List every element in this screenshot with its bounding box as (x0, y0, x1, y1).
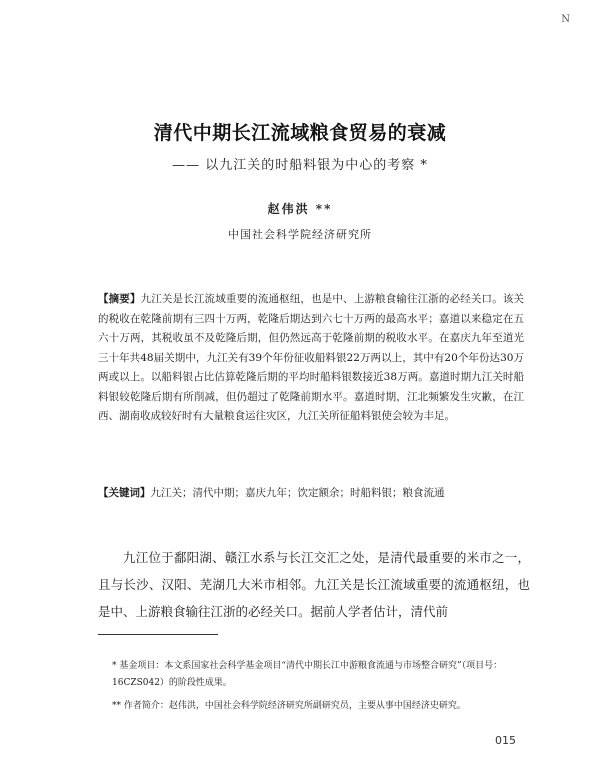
author-name: 赵伟洪 ** (267, 202, 333, 216)
footnote-author-bio: ** 作者简介：赵伟洪，中国社会科学院经济研究所副研究员，主要从事中国经济史研究。 (112, 701, 466, 711)
page-number: 015 (495, 734, 516, 747)
footnotes (112, 658, 532, 715)
keywords-label: 【关键词】 (98, 487, 151, 499)
abstract-label: 【摘要】 (98, 293, 141, 305)
corner-mark: N (561, 14, 570, 25)
abstract (98, 290, 524, 427)
paper-title: 清代中期长江流域粮食贸易的衰减 (153, 122, 447, 144)
body-paragraph: 九江位于鄱阳湖、赣江水系与长江交汇之处，是清代最重要的米市之一，且与长沙、汉阳、芜湖几大米市相邻。九江关是长江流域重要的流通枢纽，也是中、上游粮食输往江浙的必经关口。据前人学者估计，清代前 (98, 550, 530, 619)
footnote-funding: * 基金项目：本文系国家社会科学基金项目“清代中期长江中游粮食流通与市场整合研究”（项目号：16CZS042）的阶段性成果。 (112, 661, 503, 688)
abstract-text: 九江关是长江流域重要的流通枢纽，也是中、上游粮食输往江浙的必经关口。该关的税收在乾隆前期有三四十万两，乾隆后期达到六七十万两的最高水平；嘉道以来稳定在五六十万两，其税收虽不及乾隆后期，但仍然远高于乾隆前期的税收水平。在嘉庆九年至道光三十年共48届关期中，九江关有39个年份征收船料银22万两以上，其中有20个年份达30万两或以上。以船料银占比估算乾隆后期的平均时船料银数接近38万两。嘉道时期九江关时船料银较乾隆后期有所削减，但仍超过了乾隆前期水平。嘉道时期，江北频繁发生灾歉，在江西、湖南收成较好时有大量粮食运往灾区，九江关所征船料银使会较为丰足。 (98, 293, 525, 422)
footnote-divider (98, 634, 218, 635)
keywords (98, 484, 524, 502)
keywords-text: 九江关；清代中期；嘉庆九年；饮定额余；时船料银；粮食流通 (150, 487, 445, 499)
author-affiliation: 中国社会科学院经济研究所 (228, 228, 372, 241)
paper-subtitle: —— 以九江关的时船料银为中心的考察 * (172, 158, 428, 173)
